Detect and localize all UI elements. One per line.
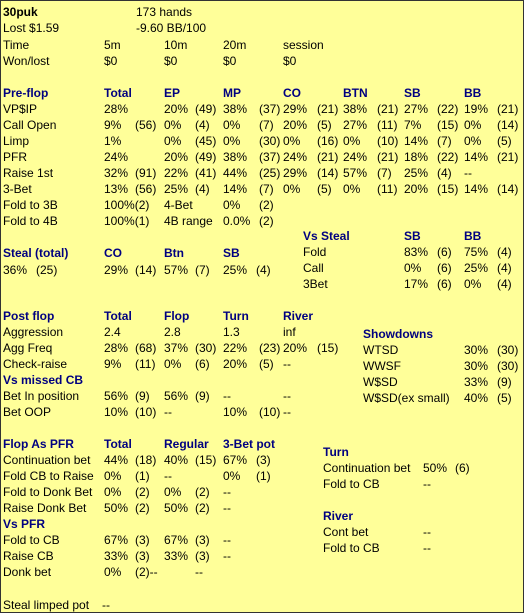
stat-value: 56% [104,389,129,403]
stat-value: 40% [164,453,189,467]
stat-value: 50% [164,501,189,515]
row-label: W$SD [363,375,398,389]
steal-col-co: CO [104,246,122,260]
stat-count: (30) [195,341,217,355]
stat-count: (6) [195,357,210,371]
stat-value: 38% [343,102,368,116]
stat-value: 14% [223,182,248,196]
row-label: Raise CB [3,549,54,563]
stat-count: (7) [259,182,274,196]
wonlost-session: $0 [283,54,297,68]
stat-value: 0% [343,182,361,196]
stat-count: (3) [135,549,150,563]
stat-value: -- [464,166,472,180]
stat-count: (91) [135,166,157,180]
row-label: VP$IP [3,102,38,116]
stat-value: 28% [104,102,129,116]
vs-steal-col-bb: BB [464,229,482,243]
stat-value: 100%(2) [104,198,150,212]
stat-value: 14% [464,182,489,196]
stat-count: (7) [437,134,452,148]
stat-value: 0% [104,565,122,579]
stat-value: 67% [164,533,189,547]
stat-count: (3) [195,549,210,563]
stat-count: (2)-- [135,565,158,579]
stat-value: 67% [223,453,248,467]
stat-value: 9% [104,357,122,371]
flop-pfr-col-3bet: 3-Bet pot [223,437,275,451]
row-label: 4B range [164,214,213,228]
stat-value: 0% [404,261,422,275]
stat-count: (2) [135,501,150,515]
row-label: Donk bet [3,565,52,579]
stat-value: 33% [164,549,189,563]
wonlost-20m: $0 [223,54,237,68]
stat-value: 40% [464,391,489,405]
vs-steal-title: Vs Steal [303,229,350,243]
stat-value: 7% [404,118,422,132]
lost-amount: Lost $1.59 [3,21,60,35]
preflop-col-btn: BTN [343,86,368,100]
stat-value: 67% [104,533,129,547]
stat-count: (2) [195,485,210,499]
stat-value: 0% [283,182,301,196]
stat-count: (5) [317,182,332,196]
row-label: PFR [3,150,27,164]
row-label: Cont bet [323,525,369,539]
stat-value: 27% [343,118,368,132]
stat-count: (30) [259,134,281,148]
time-col-10m: 10m [164,38,188,52]
row-label: Fold to CB [323,541,380,555]
stat-count: (6) [455,461,470,475]
stat-value: -- [223,389,231,403]
row-label: Limp [3,134,30,148]
preflop-col-co: CO [283,86,301,100]
row-label: 3-Bet [3,182,32,196]
stat-count: (14) [135,263,157,277]
missed-cb-title: Vs missed CB [3,373,84,387]
row-label: Fold [303,245,327,259]
stat-count: (49) [195,102,217,116]
row-label: Check-raise [3,357,68,371]
stat-count: (45) [195,134,217,148]
row-label: Bet In position [3,389,80,403]
stat-count: (9) [135,389,150,403]
stat-value: 0% [164,485,182,499]
row-label: Fold to Donk Bet [3,485,93,499]
row-label: Fold to CB [323,477,380,491]
stat-value: 32% [104,166,129,180]
stat-value: 14% [404,134,429,148]
stat-value: 9% [104,118,122,132]
stat-value: 38% [223,150,248,164]
stat-count: (7) [377,166,392,180]
stat-value: -- [423,541,431,555]
postflop-col-total: Total [104,309,132,323]
stat-count: (9) [497,375,512,389]
stat-value: 2.8 [164,325,181,339]
stat-count: (21) [377,102,399,116]
stat-value: -- [164,405,172,419]
stat-count: (14) [497,118,519,132]
steal-limped-label: Steal limped pot [3,598,90,612]
stat-value: -- [423,525,431,539]
stat-count: (10) [259,405,281,419]
stat-count: (18) [135,453,157,467]
row-label: Call Open [3,118,57,132]
postflop-col-flop: Flop [164,309,190,323]
stat-value: 1% [104,134,122,148]
stat-value: 30% [464,343,489,357]
stat-value: 24% [104,150,129,164]
stat-value: inf [283,325,296,339]
stat-count: (15) [195,453,217,467]
stat-count: (4) [437,166,452,180]
steal-limped-value: -- [102,598,110,612]
stat-value: 27% [404,102,429,116]
wonlost-5m: $0 [104,54,118,68]
row-label: Agg Freq [3,341,53,355]
stat-value: 20% [283,118,308,132]
stat-value: 57% [343,166,368,180]
stat-value: -- [283,357,291,371]
stat-value: 29% [283,166,308,180]
stat-count: (2) [259,198,274,212]
stat-count: (14) [497,182,519,196]
stat-value: 0.0% [223,214,251,228]
stat-count: (4) [497,261,512,275]
preflop-col-total: Total [104,86,132,100]
postflop-title: Post flop [3,309,55,323]
turn-title: Turn [323,445,349,459]
stat-value: 37% [164,341,189,355]
stat-count: (22) [437,150,459,164]
stat-count: (16) [317,134,339,148]
time-col-20m: 20m [223,38,247,52]
stat-count: (25) [36,263,58,277]
steal-col-sb: SB [223,246,240,260]
stat-value: 0% [104,485,122,499]
wonlost-label: Won/lost [3,54,50,68]
stat-count: (11) [377,182,398,196]
stat-count: (11) [377,118,398,132]
river-title: River [323,509,354,523]
flop-pfr-col-total: Total [104,437,132,451]
stat-value: 10% [223,405,248,419]
row-label: Fold to 4B [3,214,58,228]
time-label: Time [3,38,30,52]
stat-value: 56% [164,389,189,403]
stat-value: -- [283,389,291,403]
stat-count: (37) [259,102,281,116]
stat-value: 17% [404,277,429,291]
stat-count: (21) [317,102,339,116]
showdowns-title: Showdowns [363,327,433,341]
time-col-session: session [283,38,324,52]
stat-value: 29% [104,263,129,277]
stat-count: (7) [195,263,210,277]
row-label: Fold to 3B [3,198,58,212]
stat-value: 29% [283,102,308,116]
row-label: 3Bet [303,277,328,291]
row-label: WWSF [363,359,401,373]
stat-value: 20% [283,341,308,355]
stat-value: 25% [223,263,248,277]
stat-count: (15) [437,182,459,196]
stat-count: (6) [437,277,452,291]
stat-count: (21) [377,150,399,164]
row-label: Bet OOP [3,405,52,419]
row-label: 4-Bet [164,198,193,212]
row-label: Call [303,261,324,275]
postflop-col-turn: Turn [223,309,249,323]
preflop-title: Pre-flop [3,86,49,100]
stat-count: (30) [497,359,519,373]
stat-count: (5) [497,391,512,405]
stat-value: -- [223,549,231,563]
stat-value: 50% [104,501,129,515]
row-label: Fold to CB [3,533,60,547]
stat-value: 10% [104,405,129,419]
stat-value: 25% [464,261,489,275]
row-label: Continuation bet [323,461,411,475]
stat-count: (2) [195,501,210,515]
stat-count: (6) [437,245,452,259]
stat-count: (11) [135,357,156,371]
stat-count: (3) [256,453,271,467]
steal-col-btn: Btn [164,246,184,260]
stat-value: 75% [464,245,489,259]
stat-count: (15) [317,341,339,355]
stat-value: 18% [404,150,429,164]
stat-value: 25% [404,166,429,180]
stat-value: -- [423,477,431,491]
stat-count: (10) [377,134,399,148]
stat-count: (30) [497,343,519,357]
stat-count: (14) [317,166,339,180]
stat-count: (7) [259,118,274,132]
stat-value: 20% [164,102,189,116]
stat-value: 2.4 [104,325,121,339]
stat-count: (3) [195,533,210,547]
bb-per-100: -9.60 BB/100 [136,21,207,35]
stat-value: 0% [223,198,241,212]
stat-value: 83% [404,245,429,259]
stat-count: (5) [317,118,332,132]
stat-value: 33% [464,375,489,389]
stat-value: 1.3 [223,325,240,339]
stat-value: 25% [164,182,189,196]
stat-count: (6) [437,261,452,275]
stat-value: 0% [223,134,241,148]
stat-count: (37) [259,150,281,164]
preflop-col-ep: EP [164,86,181,100]
stat-value: 0% [223,118,241,132]
stat-value: 30% [464,359,489,373]
stat-count: (9) [195,389,210,403]
stat-count: (4) [256,263,271,277]
row-label: Aggression [3,325,64,339]
stat-value: -- [164,469,172,483]
stat-value: 13% [104,182,129,196]
stat-count: (49) [195,150,217,164]
wonlost-10m: $0 [164,54,178,68]
stat-count: (4) [497,277,512,291]
stat-count: (23) [259,341,281,355]
stat-count: (21) [317,150,339,164]
stat-value: 20% [164,150,189,164]
stat-count: (56) [135,118,157,132]
stat-count: (2) [259,214,274,228]
row-label: WTSD [363,343,399,357]
stat-value: -- [223,485,231,499]
stat-count: (4) [497,245,512,259]
stat-value: -- [283,405,291,419]
stat-value: 57% [164,263,189,277]
stat-count: (56) [135,182,157,196]
stat-value: 33% [104,549,129,563]
stat-value: 0% [464,277,482,291]
stat-count: (3) [135,533,150,547]
stat-value: 19% [464,102,489,116]
vs-steal-col-sb: SB [404,229,421,243]
stat-value: 0% [164,118,182,132]
postflop-col-river: River [283,309,314,323]
row-label: Raise Donk Bet [3,501,87,515]
stat-count: (25) [259,166,281,180]
preflop-col-sb: SB [404,86,421,100]
stat-count: (1) [135,469,150,483]
stat-value: 20% [404,182,429,196]
stat-value: 0% [164,357,182,371]
stat-value: 0% [104,469,122,483]
stat-count: (21) [497,102,519,116]
stat-value: -- [223,533,231,547]
stat-value: -- [223,501,231,515]
hands-count: 173 hands [136,5,193,19]
stat-value: 28% [104,341,129,355]
flop-pfr-title: Flop As PFR [3,437,74,451]
stat-count: (5) [497,134,512,148]
stat-value: 38% [223,102,248,116]
stat-value: 0% [464,134,482,148]
stat-value: 0% [283,134,301,148]
stat-value: 36% [3,263,28,277]
stat-value: 24% [283,150,308,164]
preflop-col-mp: MP [223,86,241,100]
stat-value: 14% [464,150,489,164]
stat-value: 0% [464,118,482,132]
stat-value: 22% [164,166,189,180]
vs-pfr-title: Vs PFR [3,517,46,531]
row-label: Continuation bet [3,453,91,467]
stat-count: (2) [135,485,150,499]
stat-value: 44% [104,453,129,467]
stat-value: 20% [223,357,248,371]
row-label: W$SD(ex small) [363,391,450,405]
stat-count: (15) [437,118,459,132]
stat-count: (68) [135,341,157,355]
stat-value: 0% [343,134,361,148]
flop-pfr-col-regular: Regular [164,437,209,451]
stat-value: 44% [223,166,248,180]
stat-count: (41) [195,166,217,180]
stat-count: (21) [497,150,519,164]
stat-value: 24% [343,150,368,164]
stat-value: -- [195,565,203,579]
preflop-col-bb: BB [464,86,482,100]
stat-value: 50% [423,461,448,475]
steal-title: Steal (total) [3,246,69,260]
row-label: Raise 1st [3,166,54,180]
stat-count: (10) [135,405,157,419]
stat-count: (4) [195,118,210,132]
player-name: 30puk [3,5,38,19]
row-label: Fold CB to Raise [3,469,94,483]
stat-count: (22) [437,102,459,116]
stat-value: 100%(1) [104,214,150,228]
stat-count: (5) [259,357,274,371]
stat-count: (4) [195,182,210,196]
stat-value: 22% [223,341,248,355]
time-col-5m: 5m [104,38,121,52]
stat-value: 0% [223,469,241,483]
stat-count: (1) [256,469,271,483]
stat-value: 0% [164,134,182,148]
